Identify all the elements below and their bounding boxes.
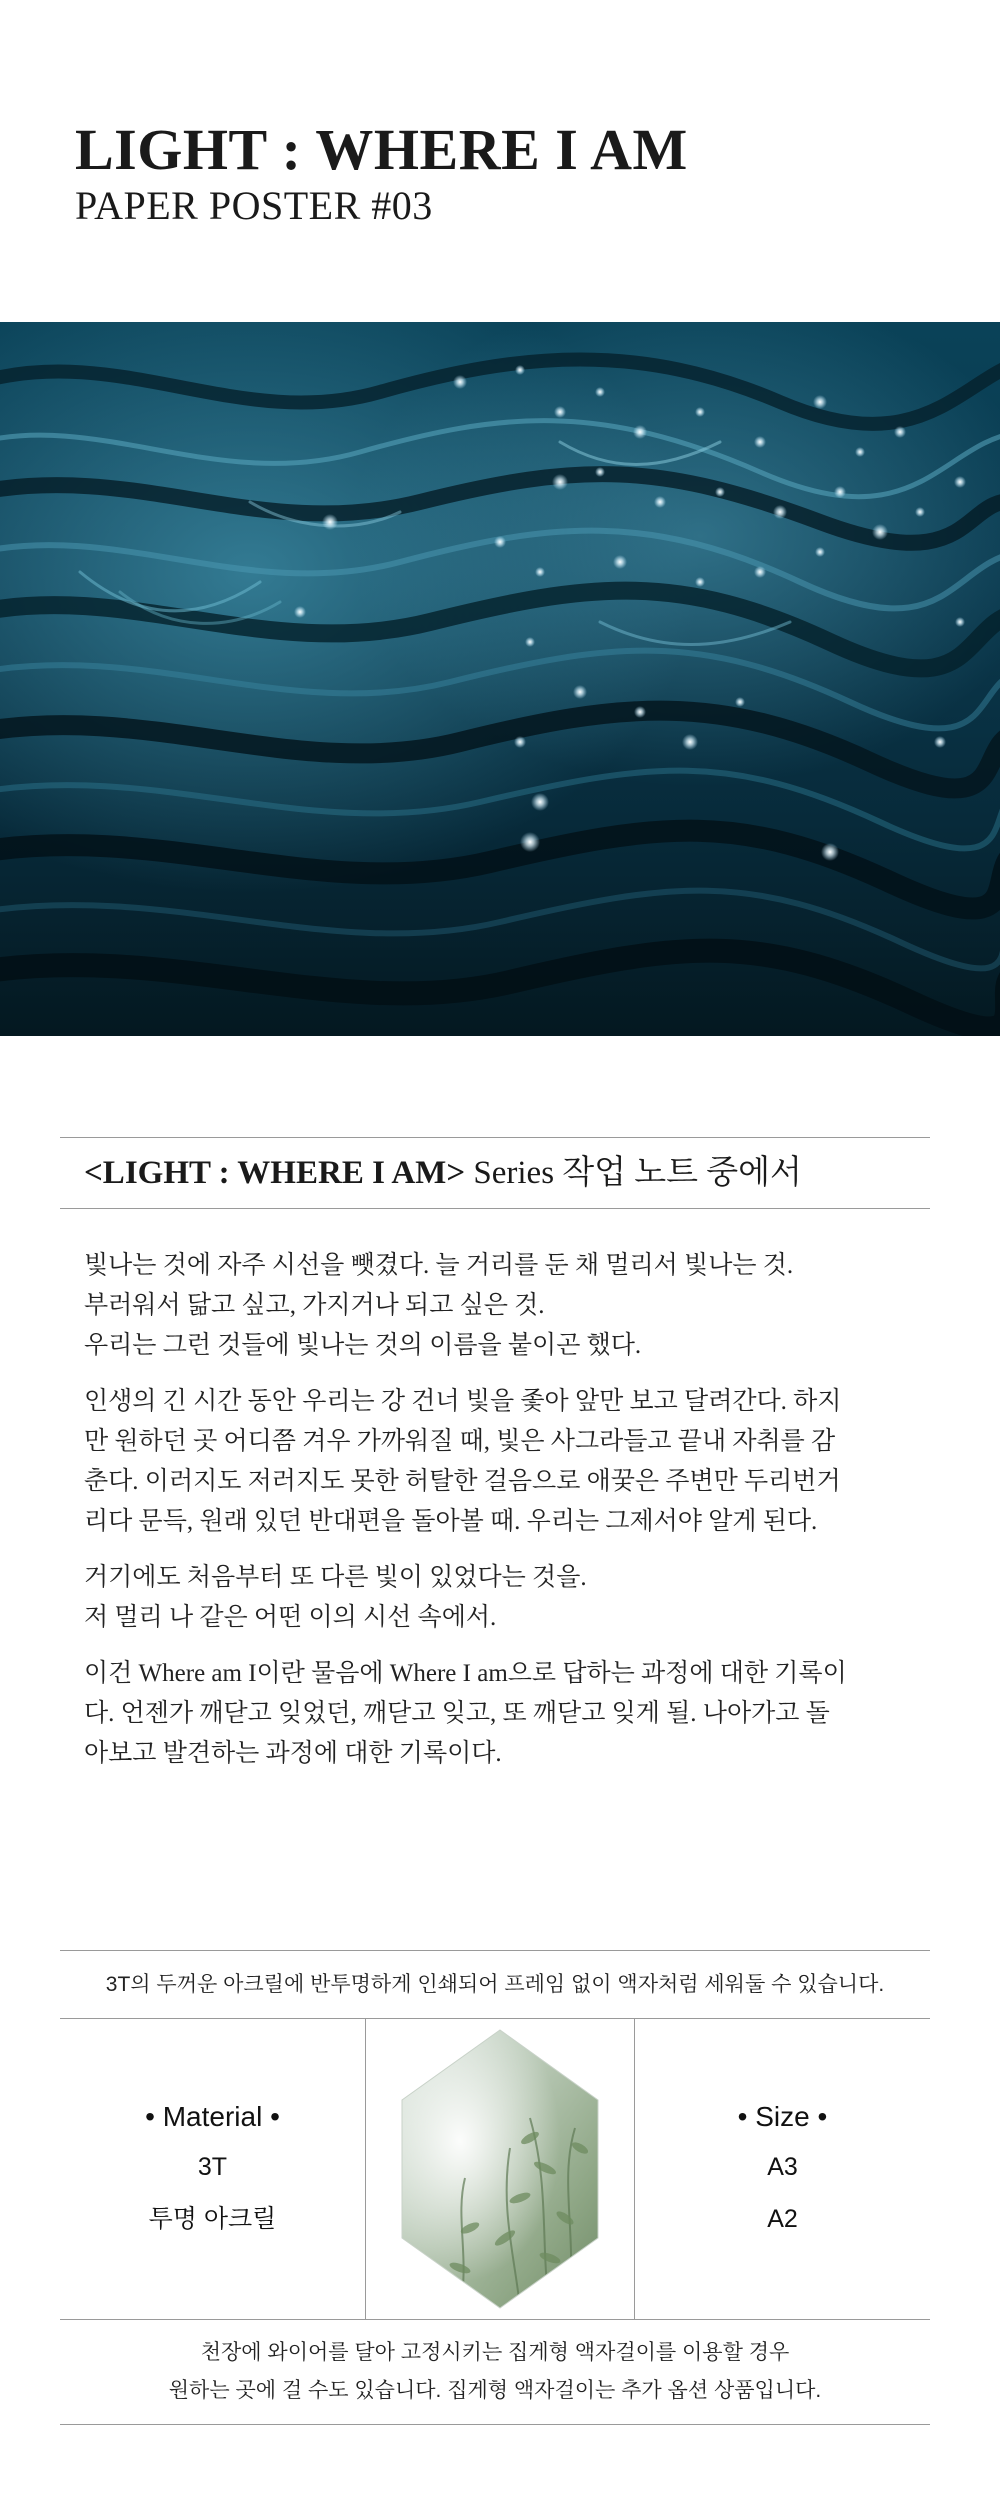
spec-grid	[60, 2019, 930, 2319]
material-thickness: 3T	[197, 2153, 228, 2181]
acrylic-description: 3T의 두꺼운 아크릴에 반투명하게 인쇄되어 프레임 없이 액자처럼 세워둘 수 있습니다.	[105, 1973, 885, 1996]
notes-paragraph: 인생의 긴 시간 동안 우리는 강 건너 빛을 좇아 앞만 보고 달려간다. 하지 만 원하던 곳 어디쯤 겨우 가까워질 때, 빛은 사그라들고 끝내 자취를 감 춘다. 이러지도 저러지도 못한 허탈한 걸음으로 애꿎은 주변만 두리번거 리다 문득, 원래 있던 반대편을 돌아볼 때. 우리는 그제서야 알게 된다.	[84, 1388, 842, 1535]
hanger-note-line: 원하는 곳에 걸 수도 있습니다. 집게형 액자걸이는 추가 옵션 상품입니다.	[168, 2379, 822, 2402]
hanger-note-line: 천장에 와이어를 달아 고정시키는 집게형 액자걸이를 이용할 경우	[200, 2341, 790, 2364]
size-option: A2	[767, 2205, 798, 2233]
notes-heading-series: <LIGHT : WHERE I AM>	[84, 1155, 466, 1191]
notes-heading-text: Series 작업 노트 중에서	[465, 1155, 802, 1191]
material-type: 투명 아크릴	[148, 2205, 277, 2233]
product-info-table	[60, 1950, 930, 2425]
water-surface-image	[0, 322, 1000, 1036]
size-option: A3	[767, 2153, 798, 2181]
page-subtitle: PAPER POSTER #03	[75, 183, 433, 228]
size-label: • Size •	[737, 2101, 828, 2132]
divider	[60, 2424, 930, 2425]
hanger-option-note	[60, 2320, 930, 2424]
hexagon-acrylic-poster-image	[400, 2028, 600, 2310]
page-title: LIGHT : WHERE I AM	[75, 117, 688, 182]
page-header	[75, 118, 688, 230]
notes-paragraph: 빛나는 것에 자주 시선을 뺏겼다. 늘 거리를 둔 채 멀리서 빛나는 것. 부러워서 닮고 싶고, 가지거나 되고 싶은 것. 우리는 그런 것들에 빛나는 것의 이름을 붙이곤 했다.	[84, 1252, 794, 1359]
product-image-cell	[366, 2019, 635, 2319]
size-cell	[635, 2019, 930, 2319]
material-label: • Material •	[145, 2101, 280, 2132]
notes-paragraph: 거기에도 처음부터 또 다른 빛이 있었다는 것을. 저 멀리 나 같은 어떤 이의 시선 속에서.	[84, 1564, 587, 1631]
series-notes-section	[60, 1137, 930, 1790]
notes-paragraph: 이건 Where am I이란 물음에 Where I am으로 답하는 과정에 대한 기록이 다. 언젠가 깨닫고 잊었던, 깨닫고 잊고, 또 깨닫고 잊게 될. 나아가고 돌 아보고 발견하는 과정에 대한 기록이다.	[84, 1660, 847, 1767]
notes-heading	[60, 1138, 930, 1208]
notes-body	[60, 1209, 920, 1774]
material-cell	[60, 2019, 366, 2319]
